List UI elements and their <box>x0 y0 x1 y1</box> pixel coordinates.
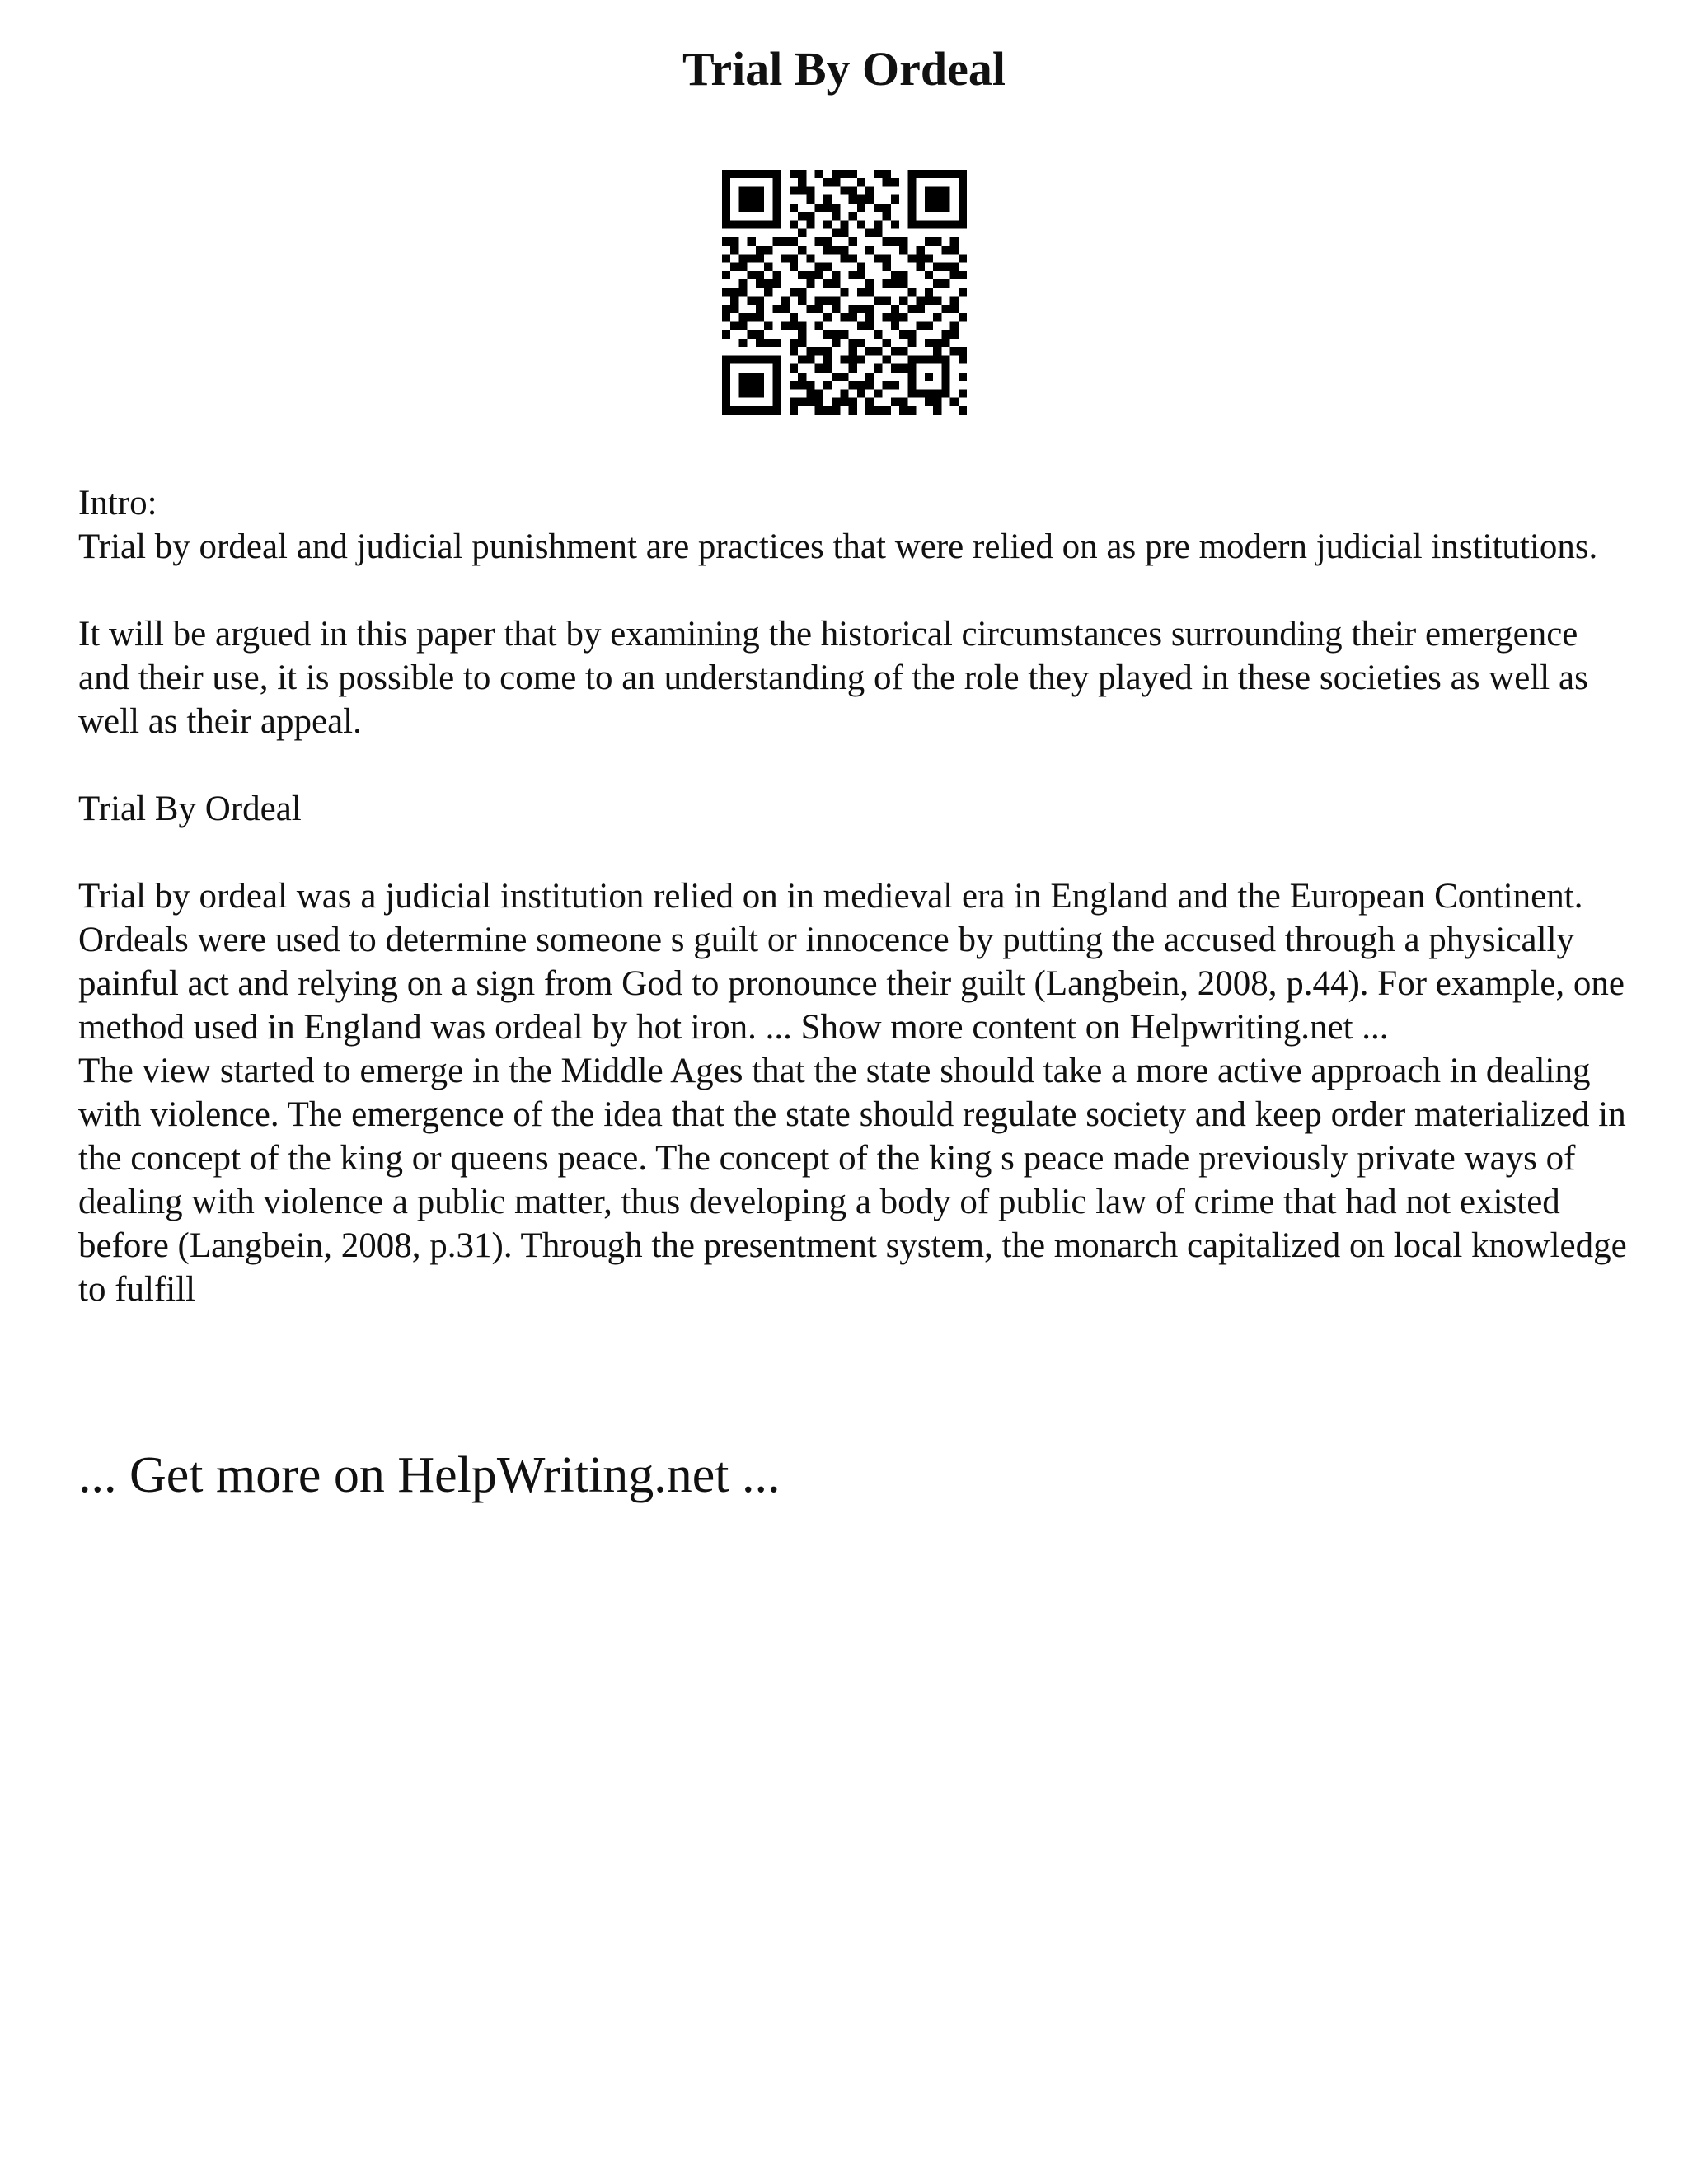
paragraph-spacer <box>78 831 1628 874</box>
qr-code-icon[interactable] <box>722 170 967 415</box>
paragraph-spacer <box>78 569 1628 612</box>
paragraph-spacer <box>78 743 1628 787</box>
intro-label: Intro: <box>78 484 157 523</box>
page-title: Trial By Ordeal <box>682 42 1006 96</box>
state-paragraph: The view started to emerge in the Middle Ages that the state should take a more active approach in dealing with violence. The emergence of the idea that the state should regulate society and keep order materialized in the concept of the king or queens peace. The concept of the king s peace made previously private ways of dealing with violence a public matter, thus developing a body of public law of crime that had not existed before (Langbein, 2008, p.31). Through the presentment system, the monarch capitalized on local knowledge to fulfill <box>78 1052 1627 1309</box>
intro-paragraph: Trial by ordeal and judicial punishment are practices that were relied on as pre modern judicial institutions. <box>78 527 1598 566</box>
ordeal-paragraph: Trial by ordeal was a judicial institution relied on in medieval era in England and the European Continent. Ordeals were used to determine someone s guilt or innocence by putting the accused through a physically painful act and relying on a sign from God to pronounce their guilt (Langbein, 2008, p.44). For example, one method used in England was ordeal by hot iron. ... Show more content on Helpwriting.net ... <box>78 877 1625 1047</box>
document-body <box>78 481 1628 1311</box>
section-heading: Trial By Ordeal <box>78 790 302 828</box>
argument-paragraph: It will be argued in this paper that by examining the historical circumstances surrounding their emergence and their use, it is possible to come to an understanding of the role they played in these societies as well as well as their appeal. <box>78 615 1588 741</box>
get-more-link[interactable]: ... Get more on HelpWriting.net ... <box>78 1447 781 1503</box>
